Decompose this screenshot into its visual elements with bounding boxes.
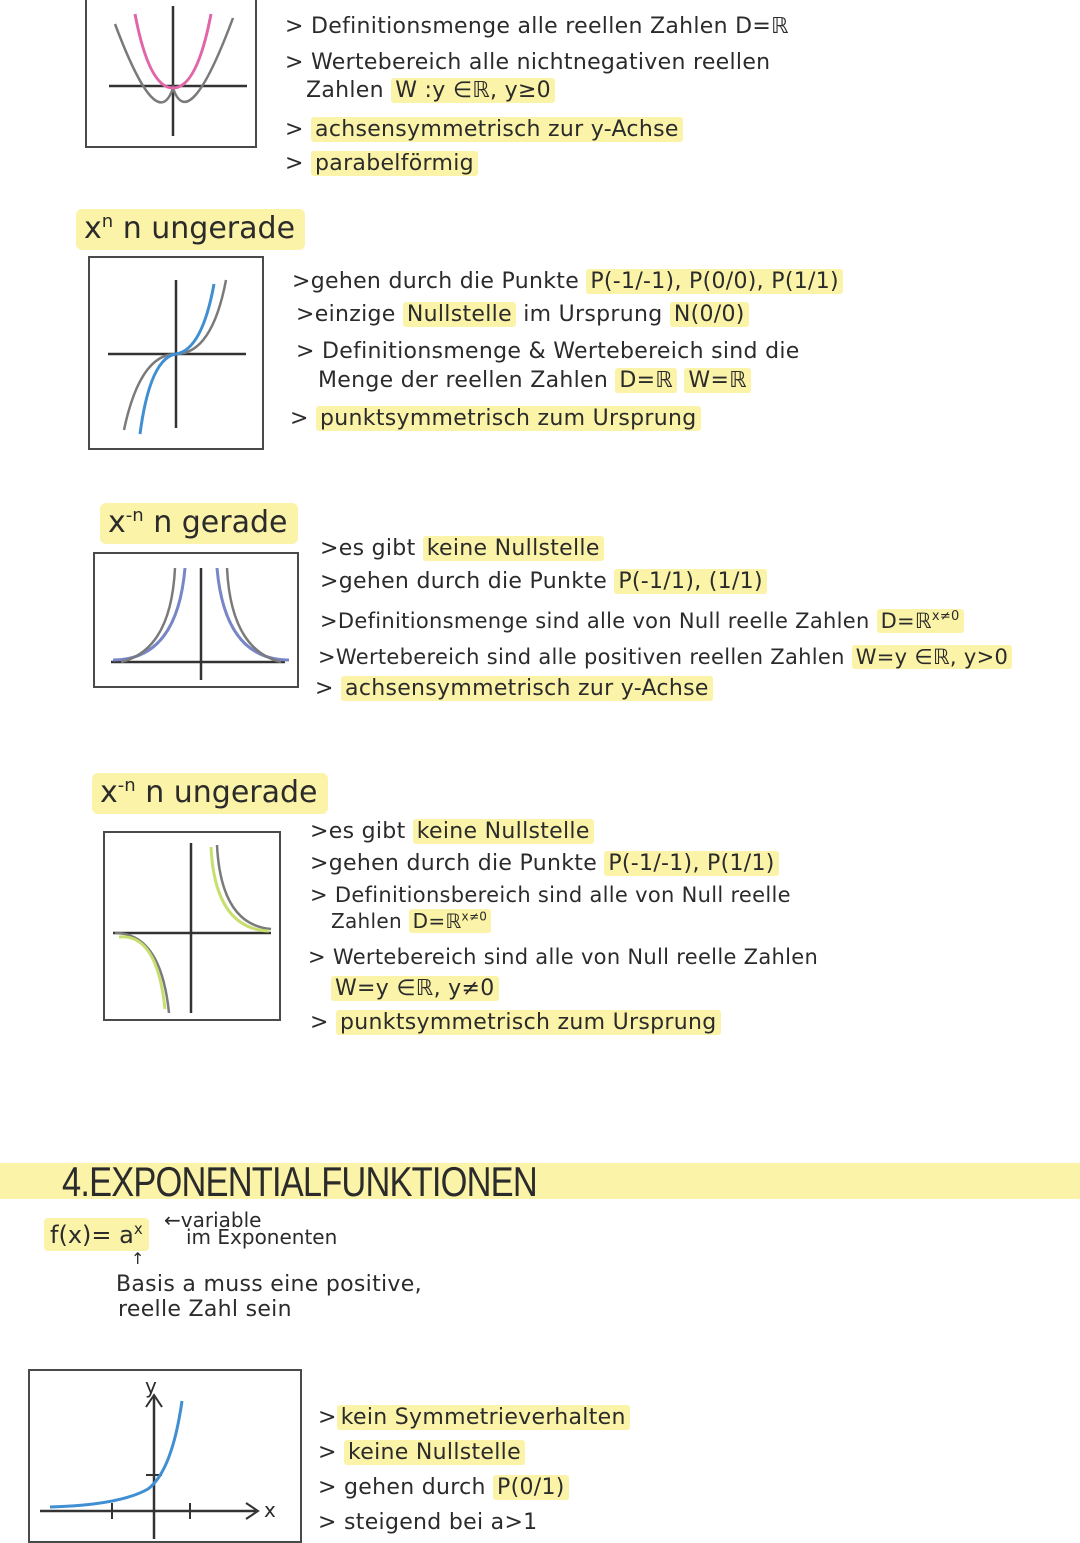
exp-arrow-note-2: im Exponenten (186, 1225, 338, 1249)
graph-odd-power (88, 256, 264, 450)
neg-even-range: W=y ∈ℝ, y>0 (852, 645, 1012, 669)
graph-exponential-svg (30, 1371, 300, 1541)
neg-odd-line-6 (331, 976, 499, 1001)
curve-gray-right (227, 568, 281, 662)
graph-neg-odd-power-svg (105, 833, 279, 1019)
neg-odd-domain: D=ℝ$^{x\ne 0}$ (409, 909, 492, 933)
even-line-range-1: > Wertebereich alle nichtnegativen reellen (285, 50, 771, 75)
neg-even-domain: D=ℝ$^{x\ne 0}$ (877, 609, 964, 633)
neg-even-line-4: >Wertebereich sind alle positiven reellen Zahlen W=y ∈ℝ, y>0 (318, 645, 1012, 669)
neg-even-line-1: >es gibt keine Nullstelle (320, 536, 604, 561)
exp-line-1: > kein Symmetrieverhalten (318, 1405, 630, 1430)
neg-odd-line-1: >es gibt keine Nullstelle (310, 819, 594, 844)
exp-basis-1: Basis a muss eine positive, (116, 1272, 422, 1297)
even-line-range-2: Zahlen W :y ∈ℝ, y≥0 (306, 78, 555, 103)
exp-line-2: > keine Nullstelle (318, 1440, 525, 1465)
neg-odd-no-zero: keine Nullstelle (413, 819, 594, 844)
neg-odd-line-7: > punktsymmetrisch zum Ursprung (310, 1010, 721, 1035)
exp-line-3: > gehen durch P(0/1) (318, 1475, 569, 1500)
section-title: 4.EXPONENTIALFUNKTIONEN (62, 1158, 537, 1205)
even-line-symmetry: > achsensymmetrisch zur y-Achse (285, 117, 683, 142)
odd-points: P(-1/-1), P(0/0), P(1/1) (586, 269, 843, 294)
graph-even-power (85, 0, 257, 148)
neg-even-points: P(-1/1), (1/1) (614, 569, 767, 594)
neg-even-line-5: > achsensymmetrisch zur y-Achse (315, 676, 713, 701)
graph-neg-even-power-svg (95, 554, 297, 686)
neg-even-line-2: >gehen durch die Punkte P(-1/1), (1/1) (320, 569, 767, 594)
neg-odd-line-4: Zahlen D=ℝ$^{x\ne 0}$ (331, 909, 491, 933)
odd-line-2: >einzige Nullstelle im Ursprung N(0/0) (296, 302, 749, 327)
odd-line-4: Menge der reellen Zahlen D=ℝ W=ℝ (318, 368, 751, 393)
even-symmetry: achsensymmetrisch zur y-Achse (311, 117, 683, 142)
exp-line-4: > steigend bei a>1 (318, 1510, 538, 1535)
neg-even-no-zero: keine Nullstelle (423, 536, 604, 561)
neg-odd-points: P(-1/-1), P(1/1) (604, 851, 778, 876)
graph-neg-odd-power (103, 831, 281, 1021)
curve-lime-right (211, 847, 269, 931)
exp-up-arrow: ↑ (131, 1249, 145, 1268)
even-range-value: W :y ∈ℝ, y≥0 (391, 78, 555, 103)
neg-odd-symmetry: punktsymmetrisch zum Ursprung (336, 1010, 720, 1035)
odd-range: W=ℝ (684, 368, 751, 393)
graph-neg-even-power (93, 552, 299, 688)
neg-odd-range: W=y ∈ℝ, y≠0 (331, 976, 499, 1001)
label-odd-power: $x^n$ n ungerade (76, 209, 305, 250)
neg-odd-line-2: >gehen durch die Punkte P(-1/-1), P(1/1) (310, 851, 779, 876)
odd-line-1: >gehen durch die Punkte P(-1/-1), P(0/0), P(1/1) (292, 269, 843, 294)
even-line-definition: > Definitionsmenge alle reellen Zahlen D=ℝ (285, 14, 789, 39)
odd-line-3: > Definitionsmenge & Wertebereich sind die (296, 339, 800, 364)
neg-odd-line-5: > Wertebereich sind alle von Null reelle Zahlen (308, 945, 819, 969)
label-neg-odd-power: $x^{-n}$ n ungerade (92, 773, 328, 814)
graph-even-power-svg (87, 0, 255, 146)
axis-label-y: y (145, 1374, 157, 1398)
odd-symmetry: punktsymmetrisch zum Ursprung (316, 406, 700, 431)
neg-even-symmetry: achsensymmetrisch zur y-Achse (341, 676, 713, 701)
curve-gray-left (121, 568, 175, 662)
even-line-parabola: > parabelförmig (285, 151, 478, 176)
label-neg-even-power: $x^{-n}$ n gerade (100, 503, 298, 544)
exp-no-zero: keine Nullstelle (344, 1440, 525, 1465)
neg-odd-line-3: > Definitionsbereich sind alle von Null reelle (310, 883, 791, 907)
curve-gray-right (217, 845, 271, 929)
even-parabola: parabelförmig (311, 151, 478, 176)
odd-zero-word: Nullstelle (403, 302, 516, 327)
odd-zero-point: N(0/0) (670, 302, 749, 327)
exp-formula: $f(x)= a^x$ (44, 1218, 149, 1251)
exp-no-symmetry: kein Symmetrieverhalten (337, 1405, 630, 1430)
curve-exponential (50, 1401, 182, 1507)
axis-label-x: x (264, 1498, 276, 1522)
odd-domain: D=ℝ (615, 368, 677, 393)
exp-basis-2: reelle Zahl sein (118, 1297, 292, 1322)
graph-exponential (28, 1369, 302, 1543)
exp-point: P(0/1) (493, 1475, 569, 1500)
odd-line-5: > punktsymmetrisch zum Ursprung (290, 406, 701, 431)
graph-odd-power-svg (90, 258, 262, 448)
neg-even-line-3: >Definitionsmenge sind alle von Null reelle Zahlen D=ℝ$^{x\ne 0}$ (320, 609, 964, 633)
curve-lime-left (119, 937, 165, 1009)
exp-arrow-note-1: ←variable (164, 1208, 262, 1232)
